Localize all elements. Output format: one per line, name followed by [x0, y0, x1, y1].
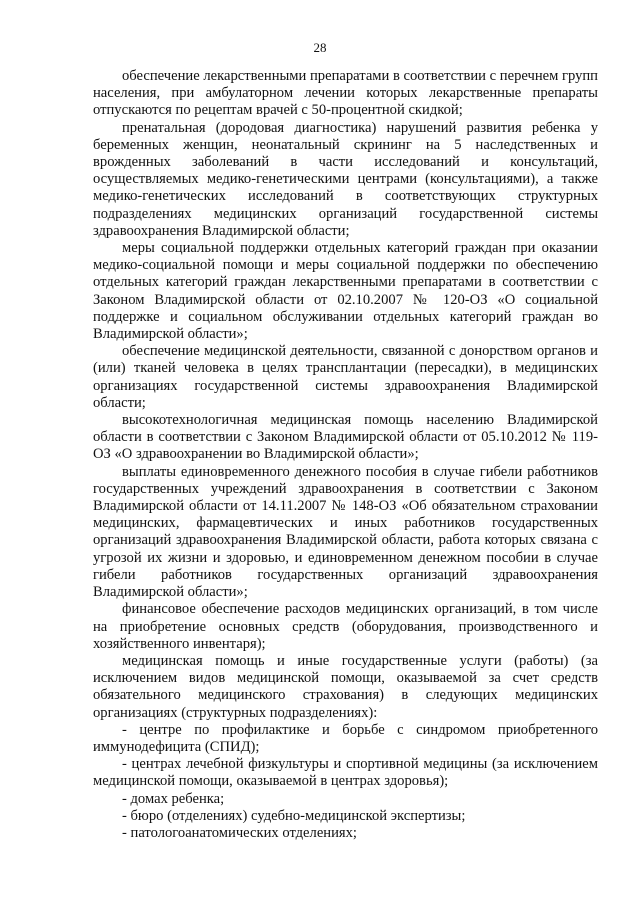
paragraph-8: медицинская помощь и иные государственные услуги (работы) (за исключением видов медицинской помощи, оказываемой за счет средств обязательного медицинского страхования) в следующих медицинских организациях (структурных подразделениях):: [93, 652, 598, 721]
page-number: 28: [313, 40, 327, 55]
list-item-sports-medicine: - центрах лечебной физкультуры и спортивной медицины (за исключением медицинской помощи, оказываемой в центрах здоровья);: [93, 756, 598, 790]
paragraph-6: выплаты единовременного денежного пособия в случае гибели работников государственных учреждений здравоохранения в соответствии с Законом Владимирской области от 14.11.2007 № 148-ОЗ «Об обязательном страховании медицинских, фармацевтических и иных работников государственных организаций здравоохранения Владимирской области, работа которых связана с угрозой их жизни и здоровью, и единовременном денежном пособии в случае гибели работников государственных организаций здравоохранения Владимирской области»;: [93, 463, 598, 601]
list-item-forensic-bureau: - бюро (отделениях) судебно-медицинской экспертизы;: [122, 807, 466, 824]
body-text: [93, 68, 598, 842]
list-item-aids-center: - центре по профилактике и борьбе с синдромом приобретенного иммунодефицита (СПИД);: [93, 721, 598, 755]
paragraph-1: обеспечение лекарственными препаратами в соответствии с перечнем групп населения, при амбулаторном лечении которых лекарственные препараты отпускаются по рецептам врачей с 50-процентной скидкой;: [93, 68, 598, 119]
paragraph-4: обеспечение медицинской деятельности, связанной с донорством органов и (или) тканей человека в целях трансплантации (пересадки), в медицинских организациях государственной системы здравоохранения Владимирской области;: [93, 343, 598, 411]
paragraph-3: меры социальной поддержки отдельных категорий граждан при оказании медико-социальной помощи и меры социальной поддержки по обеспечению отдельных категорий граждан лекарственными препаратами в соответствии с Законом Владимирской области от 02.10.2007 № 120-ОЗ «О социальной поддержке и социальном обслуживании отдельных категорий граждан во Владимирской области»;: [93, 240, 598, 343]
paragraph-5: высокотехнологичная медицинская помощь населению Владимирской области в соответствии с Законом Владимирской области от 05.10.2012 № 119-ОЗ «О здравоохранении во Владимирской области»;: [93, 412, 598, 463]
paragraph-7: финансовое обеспечение расходов медицинских организаций, в том числе на приобретение основных средств (оборудования, производственного и хозяйственного инвентаря);: [93, 601, 598, 652]
list-item-childrens-homes: - домах ребенка;: [122, 790, 225, 807]
paragraph-2: пренатальная (дородовая диагностика) нарушений развития ребенка у беременных женщин, неонатальный скрининг на 5 наследственных и врожденных заболеваний в части исследований и консультаций, осуществляемых медико-генетическими центрами (консультациями), а также медико-генетических исследований в соответствующих структурных подразделениях медицинских организаций государственной системы здравоохранения Владимирской области;: [93, 119, 598, 239]
list-item-pathology: - патологоанатомических отделениях;: [122, 824, 357, 841]
